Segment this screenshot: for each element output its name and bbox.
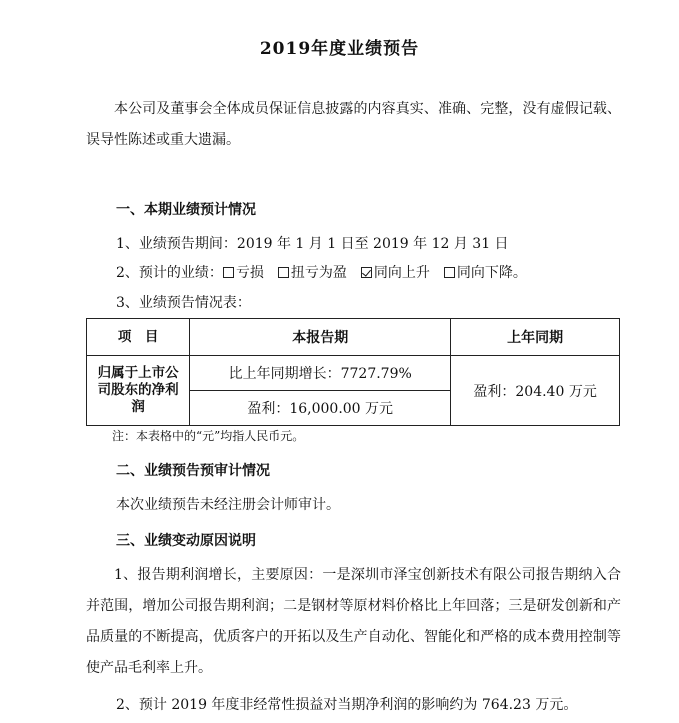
section-3-heading: 三、业绩变动原因说明 (116, 533, 256, 549)
table-note: 注：本表格中的“元”均指人民币元。 (112, 429, 305, 443)
forecast-table (86, 318, 620, 426)
table-intro: 3、业绩预告情况表： (116, 295, 251, 311)
option-increase: 同向上升 (361, 265, 430, 281)
checkbox-icon (278, 267, 289, 278)
option-turnaround: 扭亏为盈 (278, 265, 347, 281)
board-statement: 本公司及董事会全体成员保证信息披露的内容真实、准确、完整，没有虚假记载、误导性陈述或重大遗漏。 (86, 101, 621, 148)
page-title: 2019年度业绩预告 (259, 39, 420, 59)
header-previous-period: 上年同期 (451, 319, 620, 356)
table-header-row (87, 319, 620, 356)
row-item-net-profit: 归属于上市公司股东的净利润 (87, 356, 190, 426)
change-reason-2: 2、预计 2019 年度非经常性损益对当期净利润的影响约为 764.23 万元。 (116, 697, 578, 713)
section-2-heading: 二、业绩预告预审计情况 (116, 463, 270, 479)
option-loss: 亏损 (223, 265, 264, 281)
current-growth: 比上年同期增长：7727.79% (190, 356, 451, 391)
header-item: 项 目 (87, 319, 190, 356)
checkbox-icon (223, 267, 234, 278)
previous-profit: 盈利：204.40 万元 (451, 356, 620, 426)
current-profit: 盈利：16,000.00 万元 (190, 391, 451, 426)
header-current-period: 本报告期 (190, 319, 451, 356)
checkbox-checked-icon (361, 267, 372, 278)
checkbox-icon (444, 267, 455, 278)
option-decrease: 同向下降。 (444, 265, 527, 281)
forecast-period: 1、业绩预告期间：2019 年 1 月 1 日至 2019 年 12 月 31 日 (116, 236, 509, 252)
forecast-type-line (116, 262, 527, 282)
change-reason-1: 1、报告期利润增长，主要原因：一是深圳市泽宝创新技术有限公司报告期纳入合并范围，增加公司报告期利润；二是钢材等原材料价格比上年回落；三是研发创新和产品质量的不断提高，优质客户的开拓以及生产自动化、智能化和严格的成本费用控制等使产品毛利率上升。 (86, 567, 621, 676)
table-row (87, 356, 620, 391)
section-1-heading: 一、本期业绩预计情况 (116, 202, 256, 218)
audit-statement: 本次业绩预告未经注册会计师审计。 (116, 497, 340, 513)
forecast-type-prefix: 2、预计的业绩： (116, 265, 223, 281)
